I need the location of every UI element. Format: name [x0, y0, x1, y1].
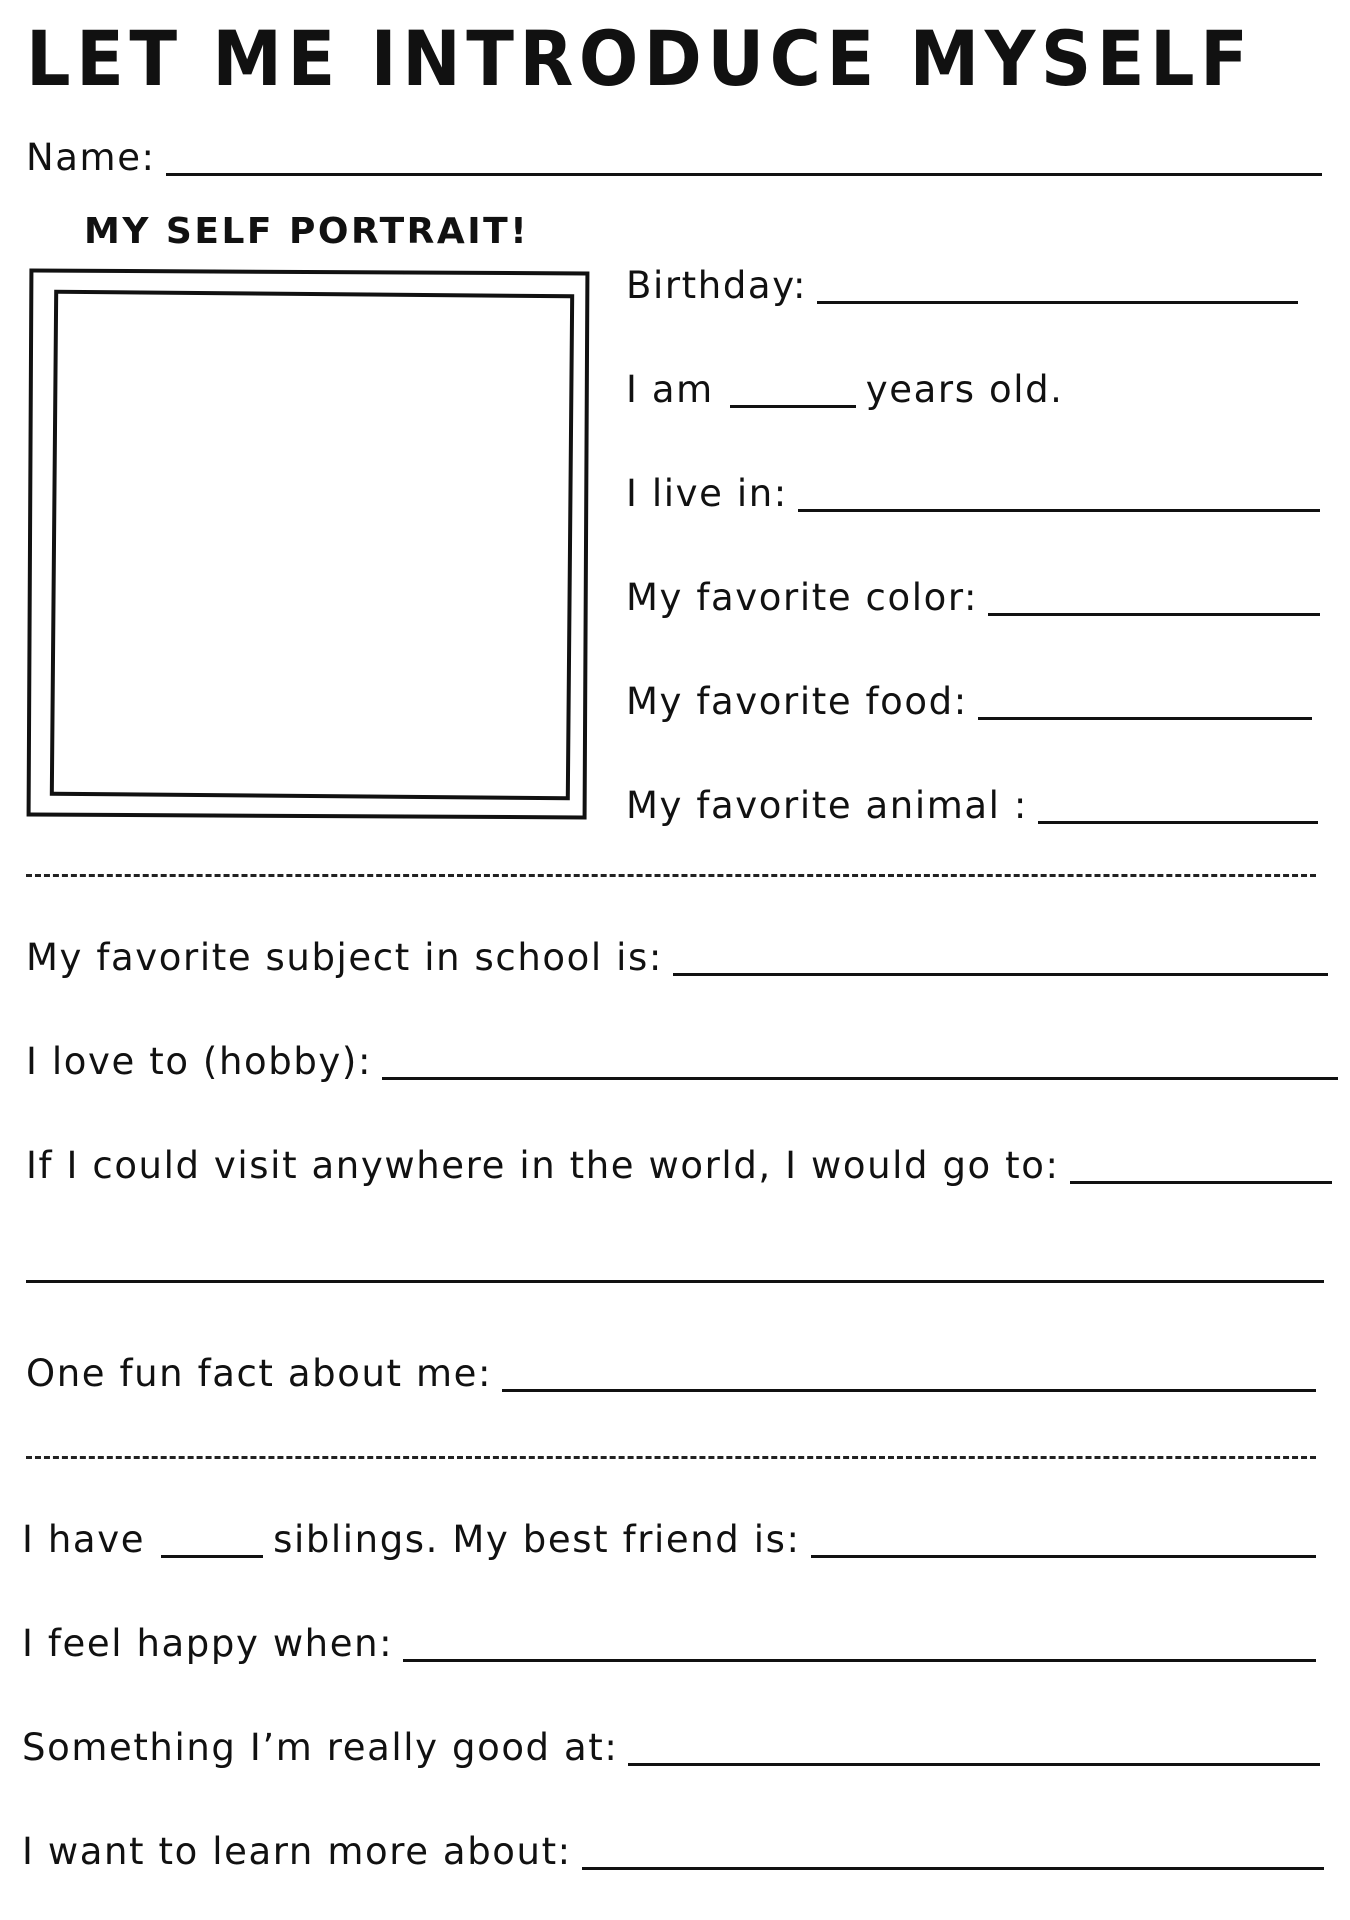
name-label: Name:	[26, 136, 156, 179]
birthday-row	[626, 264, 1298, 308]
favorite-subject-blank[interactable]	[673, 941, 1328, 976]
visit-row	[26, 1144, 1332, 1188]
live-in-label: I live in:	[626, 472, 788, 515]
learn-more-blank[interactable]	[582, 1835, 1324, 1870]
favorite-subject-label: My favorite subject in school is:	[26, 936, 663, 979]
favorite-food-label: My favorite food:	[626, 680, 968, 723]
visit-label: If I could visit anywhere in the world, I would go to:	[26, 1144, 1060, 1187]
page-title: LET ME INTRODUCE MYSELF	[26, 14, 1254, 103]
siblings-row	[22, 1518, 1316, 1562]
visit-extra-blank[interactable]	[26, 1248, 1324, 1283]
favorite-color-row	[626, 576, 1320, 620]
siblings-suffix-label: siblings. My best friend is:	[273, 1518, 801, 1561]
siblings-blank[interactable]	[161, 1523, 263, 1558]
favorite-color-label: My favorite color:	[626, 576, 979, 619]
favorite-food-blank[interactable]	[978, 685, 1312, 720]
favorite-subject-row	[26, 936, 1328, 980]
siblings-prefix-label: I have	[22, 1518, 146, 1561]
favorite-animal-row	[626, 784, 1318, 828]
fun-fact-blank[interactable]	[502, 1357, 1316, 1392]
happy-label: I feel happy when:	[22, 1622, 394, 1665]
portrait-title: MY SELF PORTRAIT!	[84, 211, 530, 252]
good-at-label: Something I’m really good at:	[22, 1726, 619, 1769]
favorite-color-blank[interactable]	[988, 581, 1320, 616]
section-divider-1	[26, 874, 1316, 877]
favorite-food-row	[626, 680, 1312, 724]
fun-fact-row	[26, 1352, 1316, 1396]
age-blank[interactable]	[730, 373, 856, 408]
learn-more-row	[22, 1830, 1324, 1874]
fun-fact-label: One fun fact about me:	[26, 1352, 493, 1395]
visit-extra-row	[26, 1248, 1324, 1287]
section-divider-2	[26, 1456, 1316, 1459]
hobby-blank[interactable]	[382, 1045, 1338, 1080]
name-row	[26, 136, 1322, 180]
best-friend-blank[interactable]	[811, 1523, 1316, 1558]
age-row	[626, 368, 1064, 412]
age-prefix-label: I am	[626, 368, 714, 411]
live-in-blank[interactable]	[798, 477, 1320, 512]
learn-more-label: I want to learn more about:	[22, 1830, 572, 1873]
happy-row	[22, 1622, 1316, 1666]
birthday-label: Birthday:	[626, 264, 808, 307]
birthday-blank[interactable]	[817, 269, 1298, 304]
hobby-label: I love to (hobby):	[26, 1040, 373, 1083]
live-in-row	[626, 472, 1320, 516]
portrait-drawing-area[interactable]	[50, 290, 574, 801]
happy-blank[interactable]	[403, 1627, 1316, 1662]
age-suffix-label: years old.	[865, 368, 1064, 411]
good-at-row	[22, 1726, 1320, 1770]
visit-blank[interactable]	[1070, 1149, 1332, 1184]
hobby-row	[26, 1040, 1338, 1084]
favorite-animal-label: My favorite animal :	[626, 784, 1028, 827]
name-blank[interactable]	[166, 141, 1322, 176]
favorite-animal-blank[interactable]	[1038, 789, 1318, 824]
good-at-blank[interactable]	[628, 1731, 1320, 1766]
